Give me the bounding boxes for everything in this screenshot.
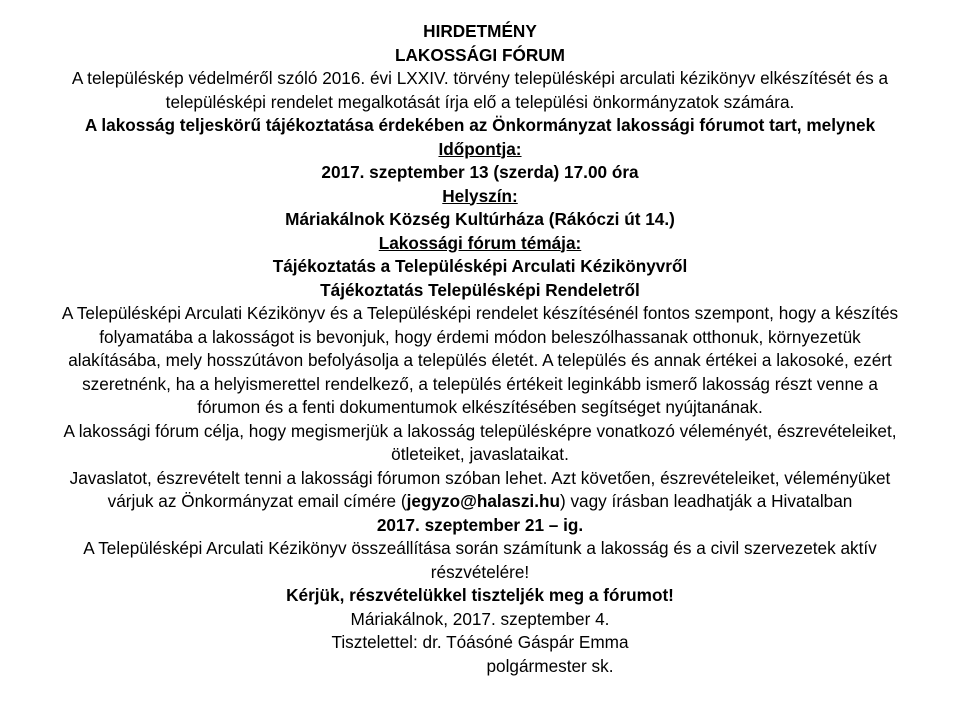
location-label: Helyszín: — [442, 185, 518, 206]
paragraph-1-line-3: alakításába, mely hosszútávon befolyásolja a település életét. A település és annak értékei a lakosoké, ezért — [68, 350, 892, 370]
place-date: Máriakálnok, 2017. szeptember 4. — [350, 608, 610, 629]
intro-line-1: A településkép védelméről szóló 2016. évi LXXIV. törvény településképi arculati kézikönyv elkészítését és a — [71, 68, 889, 88]
paragraph-2-line-2: ötleteiket, javaslataikat. — [391, 444, 569, 464]
topic-item-2: Tájékoztatás Településképi Rendeletről — [320, 279, 640, 300]
closing-line-2: részvételére! — [430, 561, 530, 582]
paragraph-3-prefix: várjuk az Önkormányzat email címére ( — [107, 491, 407, 511]
signer-title: polgármester sk. — [486, 655, 614, 676]
appeal: Kérjük, részvételükkel tiszteljék meg a fórumot! — [286, 585, 674, 605]
paragraph-1-line-5: fórumon és a fenti dokumentumok elkészítésében segítséget nyújtanának. — [197, 397, 763, 417]
time-label: Időpontja: — [438, 138, 522, 159]
closing-line-1: A Településképi Arculati Kézikönyv összeállítása során számítunk a lakosság és a civil szervezetek aktív — [83, 538, 877, 558]
time-value: 2017. szeptember 13 (szerda) 17.00 óra — [321, 162, 639, 182]
email-link[interactable]: jegyzo@halaszi.hu — [406, 491, 560, 511]
topic-item-1: Tájékoztatás a Településképi Arculati Kézikönyvről — [272, 256, 688, 276]
location-value: Máriakálnok Község Kultúrháza (Rákóczi út 14.) — [285, 209, 675, 229]
paragraph-2-line-1: A lakossági fórum célja, hogy megismerjük a lakosság településképre vonatkozó véleményét, észrevételeiket, — [63, 420, 897, 441]
deadline: 2017. szeptember 21 – ig. — [376, 514, 584, 535]
topic-label: Lakossági fórum témája: — [378, 232, 582, 253]
notice-subtitle: LAKOSSÁGI FÓRUM — [395, 44, 565, 65]
notice-title: HIRDETMÉNY — [423, 21, 537, 41]
intro-line-2: településképi rendelet megalkotását írja elő a települési önkormányzatok számára. — [165, 91, 795, 112]
paragraph-3-line-2 — [14, 490, 946, 514]
paragraph-1-line-4: szeretnénk, ha a helyismerettel rendelkező, a település értékeit leginkább ismerő lakosság részt venne a — [82, 373, 878, 394]
announcement: A lakosság teljeskörű tájékoztatása érdekében az Önkormányzat lakossági fórumot tart, melynek — [84, 115, 876, 135]
paragraph-3-line-1: Javaslatot, észrevételt tenni a lakossági fórumon szóban lehet. Azt követően, észrevételeiket, véleményüket — [69, 467, 891, 488]
paragraph-1-line-1: A Településképi Arculati Kézikönyv és a Településképi rendelet készítésénél fontos szempont, hogy a készítés — [61, 303, 899, 323]
paragraph-3-suffix: ) vagy írásban leadhatják a Hivatalban — [559, 491, 853, 511]
signature: Tisztelettel: dr. Tóásóné Gáspár Emma — [331, 632, 629, 652]
paragraph-1-line-2: folyamatába a lakosságot is bevonjuk, hogy érdemi módon beleszólhassanak otthonuk, környezetük — [99, 326, 861, 347]
